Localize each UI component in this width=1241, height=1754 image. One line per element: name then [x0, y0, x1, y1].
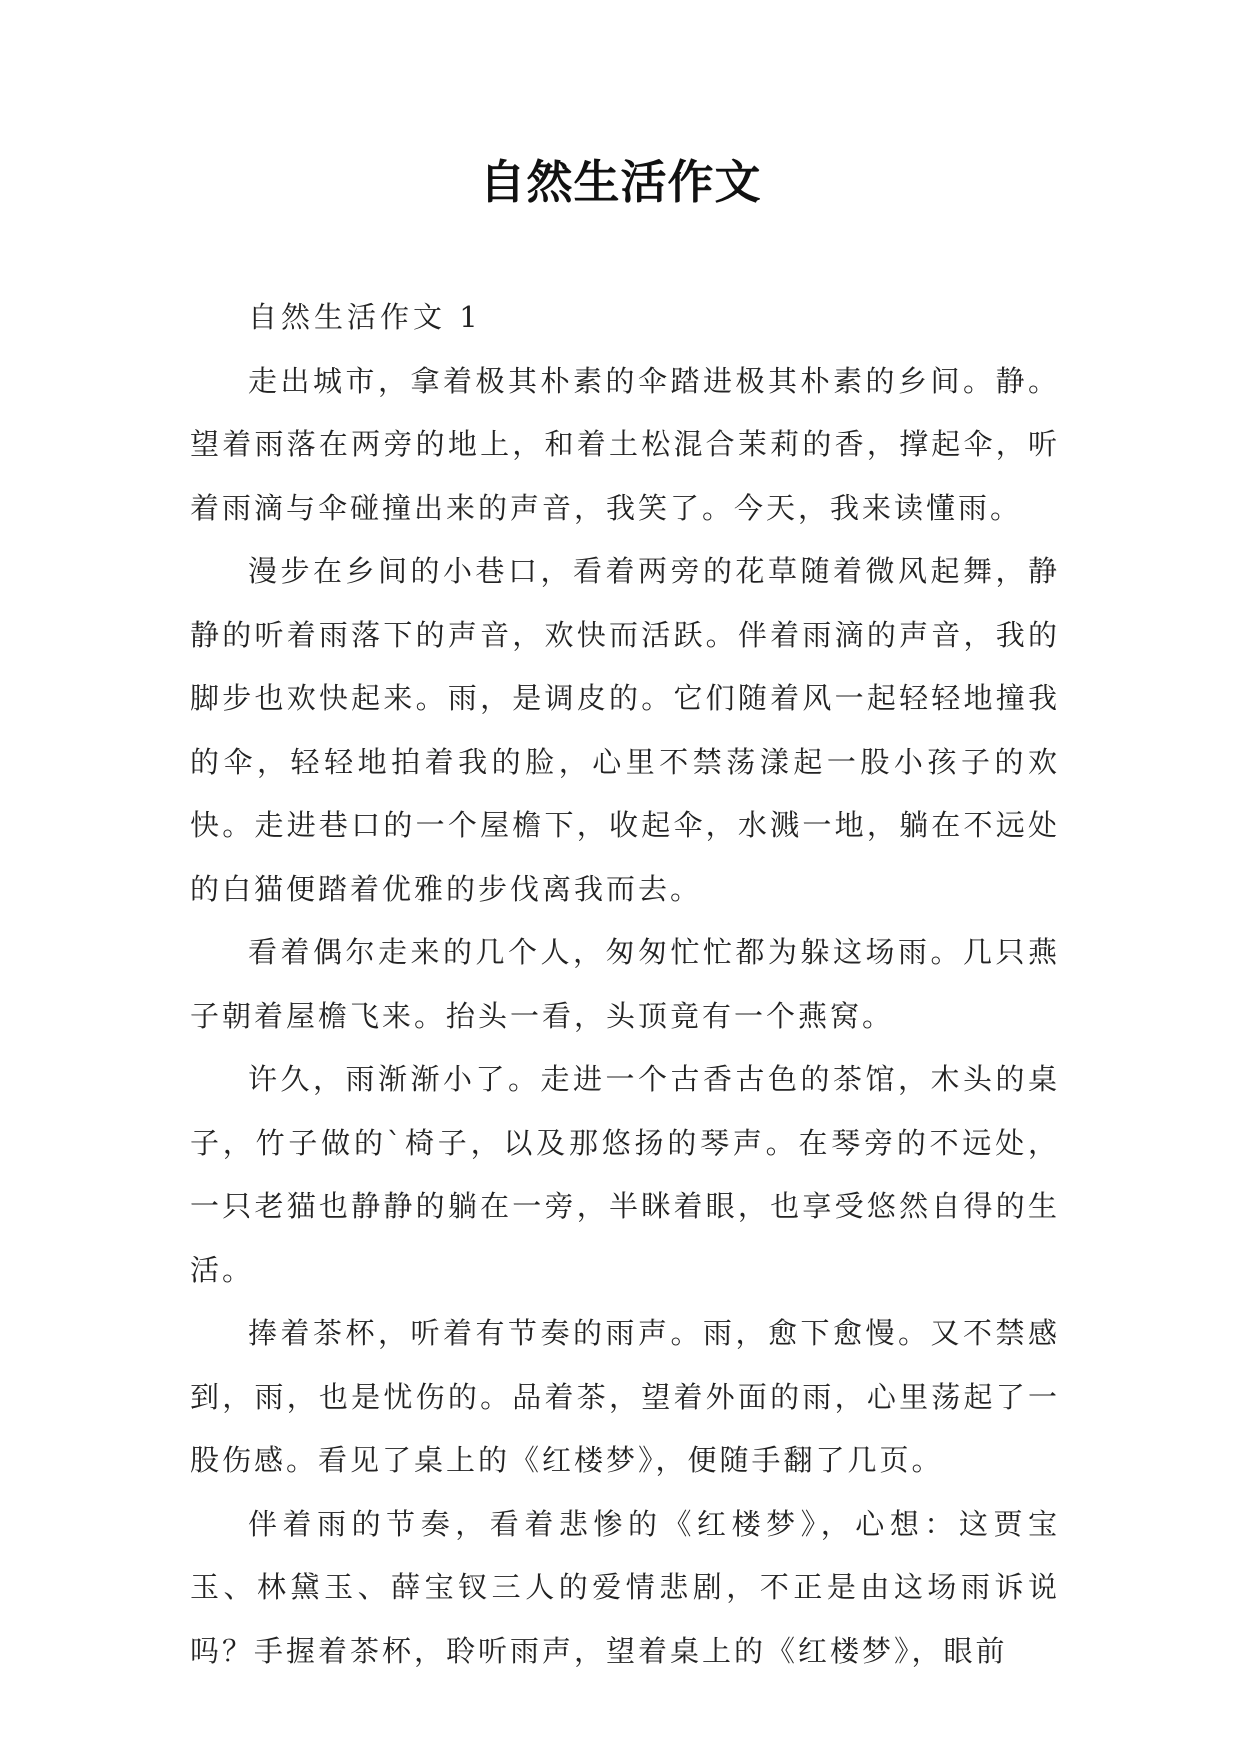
- paragraph: 漫步在乡间的小巷口，看着两旁的花草随着微风起舞，静静的听着雨落下的声音，欢快而活跃。伴着雨滴的声音，我的脚步也欢快起来。雨，是调皮的。它们随着风一起轻轻地撞我的伞，轻轻地拍着我的脸，心里不禁荡漾起一股小孩子的欢快。走进巷口的一个屋檐下，收起伞，水溅一地，躺在不远处的白猫便踏着优雅的步伐离我而去。: [190, 554, 1060, 906]
- document-title: 自然生活作文: [479, 155, 762, 209]
- paragraph: 捧着茶杯，听着有节奏的雨声。雨，愈下愈慢。又不禁感到，雨，也是忧伤的。品着茶，望着外面的雨，心里荡起了一股伤感。看见了桌上的《红楼梦》，便随手翻了几页。: [190, 1316, 1060, 1477]
- paragraph: 走出城市，拿着极其朴素的伞踏进极其朴素的乡间。静。望着雨落在两旁的地上，和着土松混合茉莉的香，撑起伞，听着雨滴与伞碰撞出来的声音，我笑了。今天，我来读懂雨。: [190, 363, 1060, 525]
- document-body: [190, 286, 1060, 1683]
- paragraph: 看着偶尔走来的几个人，匆匆忙忙都为躲这场雨。几只燕子朝着屋檐飞来。抬头一看，头顶竟有一个燕窝。: [190, 935, 1060, 1033]
- paragraph: 许久，雨渐渐小了。走进一个古香古色的茶馆，木头的桌子，竹子做的`椅子，以及那悠扬的琴声。在琴旁的不远处，一只老猫也静静的躺在一旁，半眯着眼，也享受悠然自得的生活。: [190, 1062, 1060, 1287]
- paragraph: 伴着雨的节奏，看着悲惨的《红楼梦》，心想：这贾宝玉、林黛玉、薛宝钗三人的爱情悲剧，不正是由这场雨诉说吗？手握着茶杯，聆听雨声，望着桌上的《红楼梦》，眼前: [190, 1506, 1060, 1668]
- section-heading: 自然生活作文 1: [248, 300, 482, 334]
